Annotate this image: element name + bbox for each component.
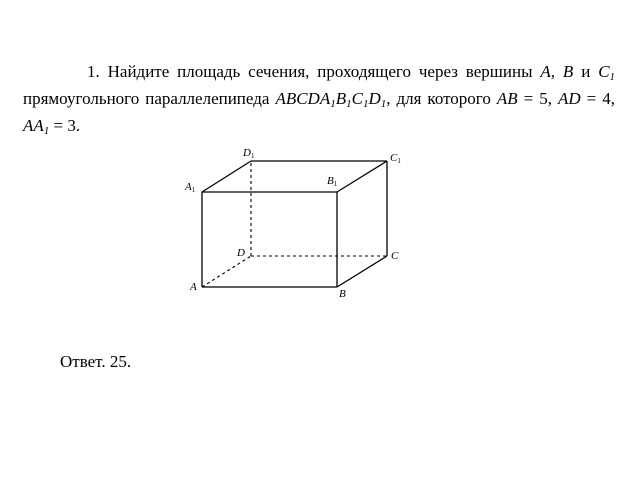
problem-text: 1. Найдите площадь сечения, проходящего через вершины A, B и $C_1$ прямоугольного параллелепипеда $ABCDA_1B_1C_1D_1$, для которого AB = 5, AD = 4, $AA_1 = 3$. <box>23 62 616 137</box>
aa1-value: 3 <box>67 116 76 135</box>
label-a: A <box>190 281 197 293</box>
answer-label: Ответ. <box>60 352 106 371</box>
vertex-a: A <box>540 62 551 81</box>
answer <box>60 352 131 372</box>
aa1-label: $AA_1$ <box>23 116 50 137</box>
edge-b1-c1 <box>337 161 387 192</box>
ab-value: 5 <box>539 89 548 108</box>
edge-a-d <box>202 256 251 287</box>
edge-d1-a1 <box>202 161 251 192</box>
label-c: C <box>391 250 399 262</box>
label-d: D <box>237 247 245 259</box>
solid-name: $ABCDA_1B_1C_1D_1$ <box>275 89 387 110</box>
problem-number: 1. <box>87 62 100 81</box>
ab-label: AB <box>496 89 518 108</box>
ad-label: AD <box>558 89 581 108</box>
label-b: B <box>339 288 346 300</box>
edge-b-c <box>337 256 387 287</box>
vertex-c1: $C_1$ <box>598 62 616 83</box>
label-c1: C1 <box>390 152 401 165</box>
ad-value: 4 <box>602 89 611 108</box>
label-d1: D1 <box>243 147 255 160</box>
label-b1: B1 <box>327 175 338 188</box>
vertex-b: B <box>562 62 574 81</box>
label-a1: A1 <box>185 181 196 194</box>
answer-value: 25. <box>109 352 132 371</box>
